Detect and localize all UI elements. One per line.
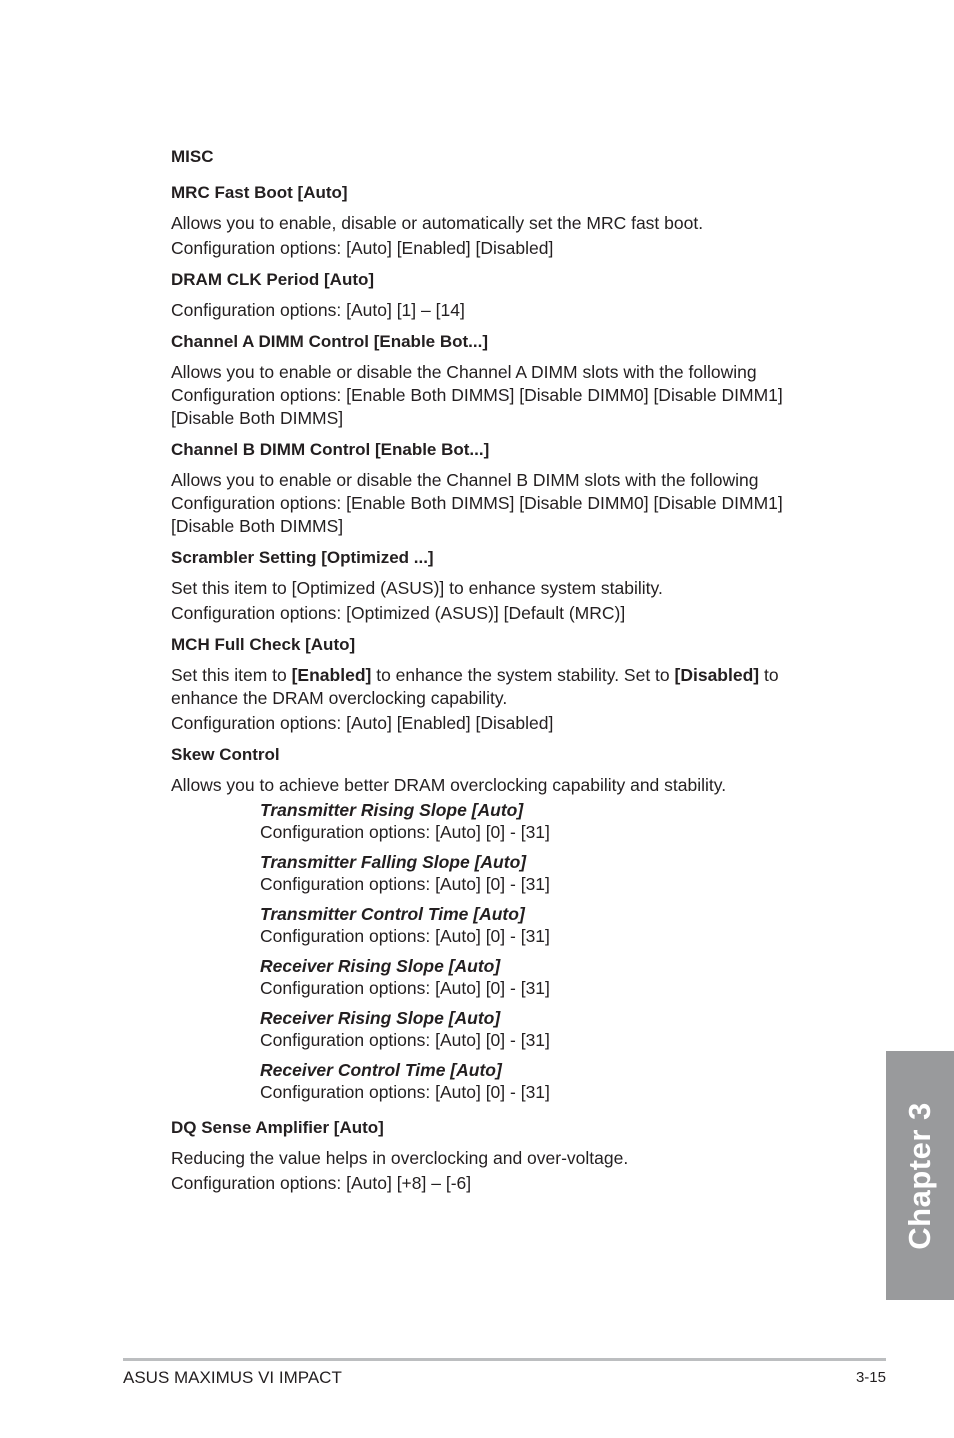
footer-product-name: ASUS MAXIMUS VI IMPACT bbox=[123, 1368, 342, 1387]
subitem-text: Configuration options: [Auto] [0] - [31] bbox=[260, 874, 550, 894]
subitem-title: Transmitter Rising Slope [Auto] bbox=[260, 800, 524, 820]
item-title: MCH Full Check [Auto] bbox=[171, 635, 356, 654]
item-text: Allows you to enable or disable the Channel B DIMM slots with the following Configuration options: [Enable Both DIMMS] [Disable DIMM0] [Disable DIMM1] [Disable Both DIMMS] bbox=[171, 470, 783, 536]
subitem-text: Configuration options: [Auto] [0] - [31] bbox=[260, 1030, 550, 1050]
text-run: Set this item to bbox=[171, 665, 292, 685]
subitem-text: Configuration options: [Auto] [0] - [31] bbox=[260, 926, 550, 946]
chapter-tab bbox=[886, 1051, 954, 1300]
subitem-title: Transmitter Falling Slope [Auto] bbox=[260, 852, 527, 872]
page-content bbox=[171, 146, 791, 1204]
subitem bbox=[260, 1007, 791, 1051]
item-text: Set this item to [Optimized (ASUS)] to enhance system stability. bbox=[171, 578, 663, 598]
subitem bbox=[260, 903, 791, 947]
item-title: Skew Control bbox=[171, 745, 280, 764]
item-channel-a-dimm bbox=[171, 331, 791, 430]
emphasis-enabled: [Enabled] bbox=[291, 665, 372, 685]
item-title: Scrambler Setting [Optimized ...] bbox=[171, 548, 434, 567]
subitem bbox=[260, 955, 791, 999]
item-skew-control bbox=[171, 744, 791, 1103]
item-title: DRAM CLK Period [Auto] bbox=[171, 270, 375, 289]
item-title: Channel B DIMM Control [Enable Bot...] bbox=[171, 440, 490, 459]
section-heading: MISC bbox=[171, 147, 214, 166]
item-mch-full-check bbox=[171, 634, 791, 735]
subitem-text: Configuration options: [Auto] [0] - [31] bbox=[260, 978, 550, 998]
subitem-title: Receiver Rising Slope [Auto] bbox=[260, 1008, 501, 1028]
item-text: Configuration options: [Optimized (ASUS)] [Default (MRC)] bbox=[171, 603, 626, 623]
item-text: Allows you to enable, disable or automatically set the MRC fast boot. bbox=[171, 213, 704, 233]
subitem-text: Configuration options: [Auto] [0] - [31] bbox=[260, 1082, 550, 1102]
item-text: Allows you to enable or disable the Channel A DIMM slots with the following Configuration options: [Enable Both DIMMS] [Disable DIMM0] [Disable DIMM1] [Disable Both DIMMS] bbox=[171, 362, 783, 428]
item-title: DQ Sense Amplifier [Auto] bbox=[171, 1118, 384, 1137]
subitem-title: Receiver Rising Slope [Auto] bbox=[260, 956, 501, 976]
item-channel-b-dimm bbox=[171, 439, 791, 538]
text-run: to enhance the system stability. Set to bbox=[371, 665, 675, 685]
chapter-tab-label: Chapter 3 bbox=[902, 1101, 937, 1250]
item-text: Allows you to achieve better DRAM overclocking capability and stability. bbox=[171, 775, 727, 795]
subitem-text: Configuration options: [Auto] [0] - [31] bbox=[260, 822, 550, 842]
item-dq-sense-amplifier bbox=[171, 1117, 791, 1195]
item-mrc-fast-boot bbox=[171, 182, 791, 260]
footer-divider bbox=[123, 1358, 886, 1361]
subitem bbox=[260, 799, 791, 843]
item-text: Configuration options: [Auto] [Enabled] [Disabled] bbox=[171, 238, 554, 258]
item-title: MRC Fast Boot [Auto] bbox=[171, 183, 348, 202]
item-text: Reducing the value helps in overclocking and over-voltage. bbox=[171, 1148, 629, 1168]
subitem bbox=[260, 1059, 791, 1103]
item-dram-clk-period bbox=[171, 269, 791, 322]
subitem bbox=[260, 851, 791, 895]
item-text bbox=[171, 664, 791, 710]
item-title: Channel A DIMM Control [Enable Bot...] bbox=[171, 332, 488, 351]
emphasis-disabled: [Disabled] bbox=[674, 665, 760, 685]
footer-page-number: 3-15 bbox=[855, 1369, 886, 1386]
item-text: Configuration options: [Auto] [1] – [14] bbox=[171, 300, 465, 320]
subitem-title: Transmitter Control Time [Auto] bbox=[260, 904, 525, 924]
skew-subitems bbox=[260, 799, 791, 1103]
item-text: Configuration options: [Auto] [Enabled] [Disabled] bbox=[171, 713, 554, 733]
text-run: to enhance the DRAM overclocking capability. bbox=[171, 665, 779, 708]
subitem-title: Receiver Control Time [Auto] bbox=[260, 1060, 502, 1080]
item-scrambler-setting bbox=[171, 547, 791, 625]
item-text: Configuration options: [Auto] [+8] – [-6] bbox=[171, 1173, 472, 1193]
